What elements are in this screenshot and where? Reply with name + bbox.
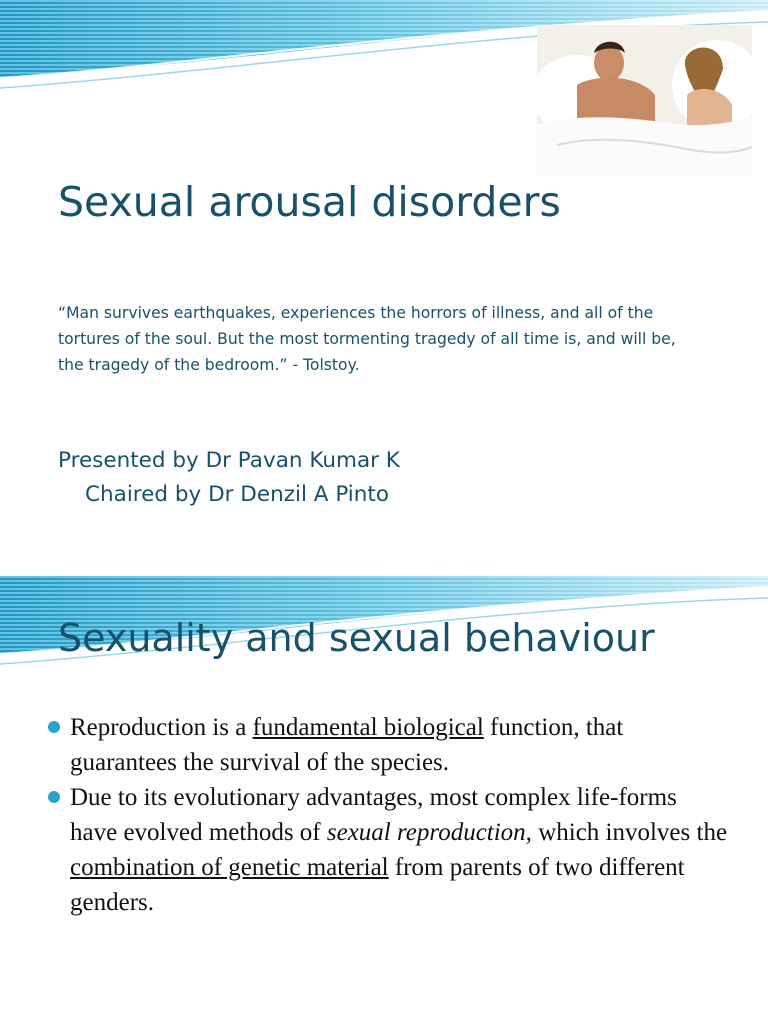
couple-in-bed-photo — [537, 25, 752, 176]
bullet-icon — [48, 721, 60, 733]
chair-credit: Chaired by Dr Denzil A Pinto — [85, 482, 389, 507]
slide-title: Sexuality and sexual behaviour — [58, 616, 655, 660]
bullet-list — [48, 710, 728, 920]
tolstoy-quote: “Man survives earthquakes, experiences the horrors of illness, and all of the tortures of the soul. But the most tormenting tragedy of all time is, and will be, the tragedy of the bedroom.” - Tolstoy. — [58, 304, 676, 374]
list-item: Reproduction is a fundamental biological function, that guarantees the survival of the species. — [48, 710, 728, 780]
bullet-icon — [48, 791, 60, 803]
list-item: Due to its evolutionary advantages, most complex life-forms have evolved methods of sexual reproduction, which involves the combination of genetic material from parents of two different genders. — [48, 780, 728, 920]
slide-title: Sexual arousal disorders — [58, 178, 561, 226]
presenter-credit: Presented by Dr Pavan Kumar K — [58, 448, 400, 473]
slide-2 — [0, 576, 768, 1024]
